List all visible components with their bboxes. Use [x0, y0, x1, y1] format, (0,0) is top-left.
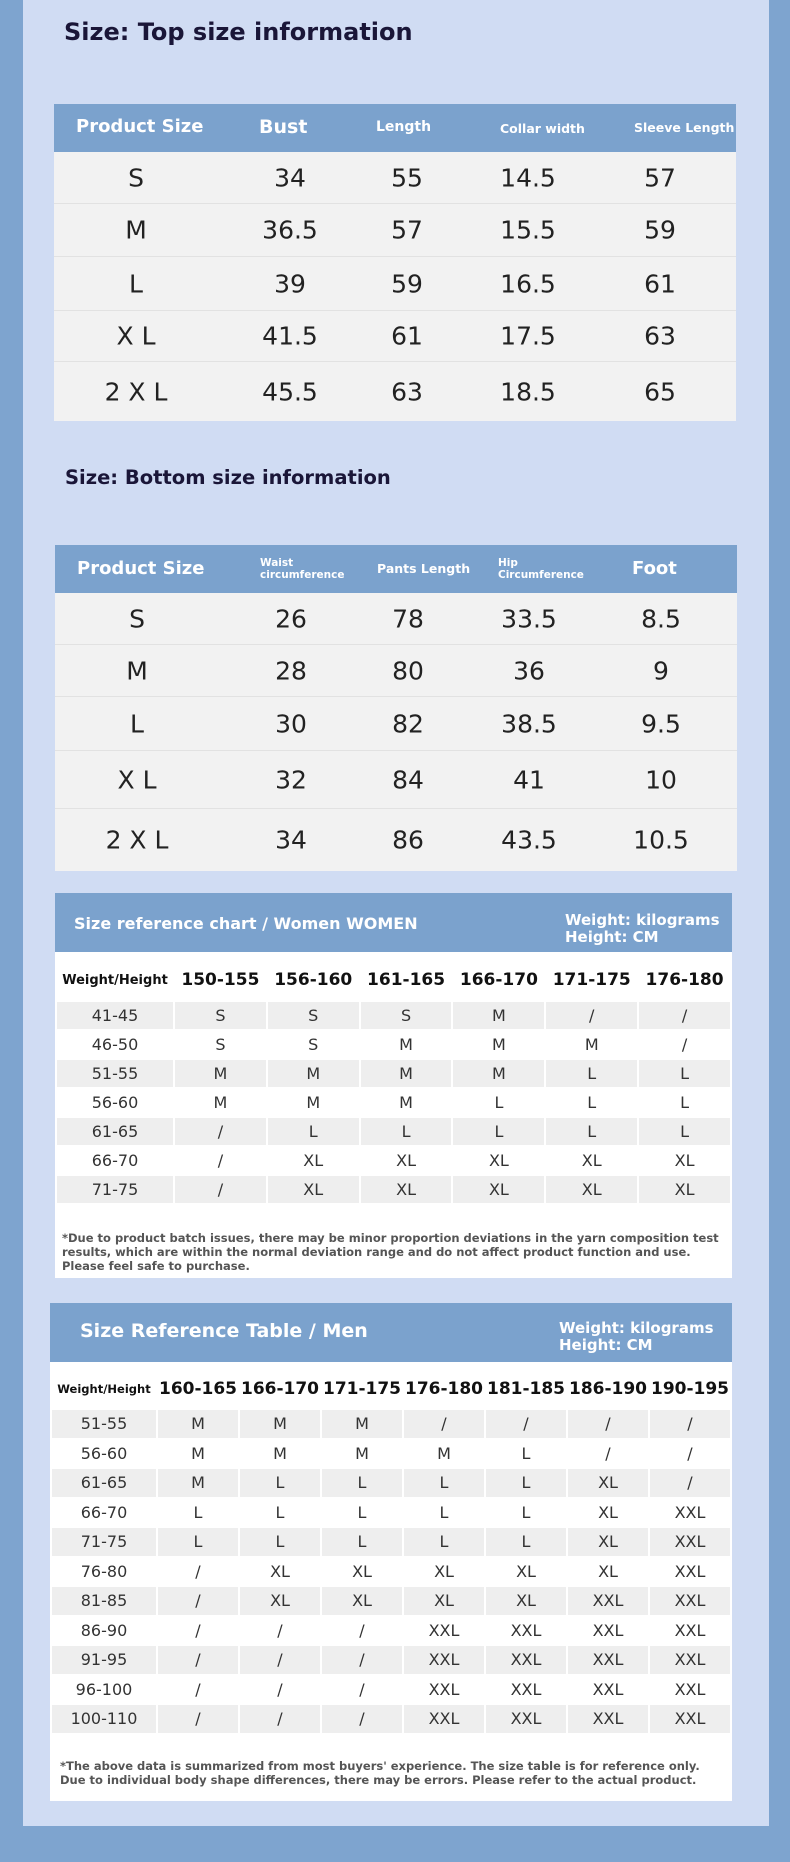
- size-cell: XXL: [568, 1676, 648, 1704]
- size-cell: XXL: [568, 1705, 648, 1733]
- size-cell: XL: [568, 1469, 648, 1497]
- table-row: [52, 1705, 730, 1733]
- measurement-cell: 63: [391, 377, 423, 406]
- height-column-header: 166-170: [453, 960, 544, 1000]
- table-row: [57, 1118, 730, 1145]
- table-row: [52, 1587, 730, 1615]
- size-cell: XL: [361, 1147, 452, 1174]
- size-cell: L: [322, 1499, 402, 1527]
- measurement-cell: 8.5: [641, 604, 681, 633]
- size-cell: M: [361, 1060, 452, 1087]
- weight-range-cell: 41-45: [57, 1002, 173, 1029]
- size-cell: M: [453, 1031, 544, 1058]
- size-cell: L: [486, 1528, 566, 1556]
- women-reference-chart: [55, 893, 732, 1278]
- size-cell: /: [322, 1646, 402, 1674]
- size-cell: M: [158, 1410, 238, 1438]
- size-cell: XXL: [650, 1646, 730, 1674]
- size-cell: L: [158, 1528, 238, 1556]
- weight-range-cell: 61-65: [52, 1469, 156, 1497]
- size-cell: L: [486, 1469, 566, 1497]
- size-cell: XXL: [650, 1705, 730, 1733]
- size-cell: /: [175, 1118, 266, 1145]
- table-row: [57, 1060, 730, 1087]
- height-column-header: 176-180: [404, 1370, 484, 1408]
- size-cell: XL: [240, 1587, 320, 1615]
- bottom-header-product-size: Product Size: [77, 558, 205, 579]
- bottom-header-waist: Waist circumference: [260, 557, 345, 581]
- size-cell: L: [268, 1118, 359, 1145]
- measurement-cell: 36: [513, 656, 545, 685]
- men-reference-chart: [50, 1303, 732, 1801]
- height-column-header: 150-155: [175, 960, 266, 1000]
- size-cell: XL: [322, 1587, 402, 1615]
- measurement-cell: 43.5: [501, 825, 557, 855]
- table-row: [52, 1469, 730, 1497]
- weight-range-cell: 66-70: [57, 1147, 173, 1174]
- size-cell: XL: [404, 1558, 484, 1586]
- measurement-cell: 39: [274, 269, 306, 298]
- size-cell: M: [453, 1060, 544, 1087]
- size-label-cell: M: [125, 215, 147, 245]
- height-column-header: 181-185: [486, 1370, 566, 1408]
- measurement-cell: 16.5: [500, 269, 556, 298]
- measurement-cell: 34: [275, 825, 307, 855]
- size-cell: /: [240, 1646, 320, 1674]
- size-cell: M: [361, 1089, 452, 1116]
- size-cell: M: [361, 1031, 452, 1058]
- size-cell: /: [322, 1617, 402, 1645]
- table-row: [55, 645, 737, 697]
- size-cell: XL: [486, 1587, 566, 1615]
- size-label-cell: X L: [117, 765, 157, 794]
- measurement-cell: 55: [391, 163, 423, 192]
- size-label-cell: S: [128, 163, 144, 192]
- size-cell: /: [486, 1410, 566, 1438]
- measurement-cell: 30: [275, 709, 307, 738]
- height-column-header: 171-175: [322, 1370, 402, 1408]
- table-row: [52, 1440, 730, 1468]
- size-cell: M: [322, 1440, 402, 1468]
- size-cell: /: [175, 1147, 266, 1174]
- size-cell: XL: [568, 1528, 648, 1556]
- bottom-header-pants-length: Pants Length: [377, 561, 471, 576]
- measurement-cell: 32: [275, 765, 307, 794]
- measurement-cell: 57: [391, 215, 423, 245]
- measurement-cell: 10.5: [633, 825, 689, 855]
- measurement-cell: 63: [644, 321, 676, 351]
- size-cell: /: [158, 1705, 238, 1733]
- size-cell: M: [268, 1060, 359, 1087]
- size-cell: /: [650, 1410, 730, 1438]
- table-row: [52, 1646, 730, 1674]
- measurement-cell: 82: [392, 709, 424, 738]
- bottom-size-rows: [55, 593, 737, 871]
- height-column-header: 161-165: [361, 960, 452, 1000]
- size-cell: L: [486, 1440, 566, 1468]
- size-cell: XXL: [486, 1676, 566, 1704]
- size-cell: L: [453, 1089, 544, 1116]
- corner-header: Weight/Height: [52, 1370, 156, 1408]
- size-cell: /: [322, 1705, 402, 1733]
- measurement-cell: 34: [274, 163, 306, 192]
- women-chart-units: [565, 912, 720, 946]
- size-cell: L: [240, 1469, 320, 1497]
- size-cell: XXL: [486, 1646, 566, 1674]
- size-label-cell: X L: [116, 321, 156, 351]
- top-size-table: [54, 104, 736, 421]
- size-cell: /: [639, 1031, 730, 1058]
- weight-range-cell: 86-90: [52, 1617, 156, 1645]
- men-units-weight: Weight: kilograms: [559, 1319, 714, 1337]
- size-cell: L: [546, 1118, 637, 1145]
- size-cell: XL: [639, 1176, 730, 1203]
- size-cell: XXL: [404, 1676, 484, 1704]
- measurement-cell: 33.5: [501, 604, 557, 633]
- table-row: [54, 257, 736, 311]
- size-label-cell: M: [126, 656, 148, 685]
- size-cell: /: [158, 1587, 238, 1615]
- weight-range-cell: 61-65: [57, 1118, 173, 1145]
- measurement-cell: 9: [653, 656, 669, 685]
- size-cell: XXL: [568, 1587, 648, 1615]
- weight-range-cell: 66-70: [52, 1499, 156, 1527]
- table-row: [55, 751, 737, 809]
- size-cell: XL: [546, 1147, 637, 1174]
- measurement-cell: 86: [392, 825, 424, 855]
- weight-range-cell: 71-75: [52, 1528, 156, 1556]
- size-cell: XL: [453, 1176, 544, 1203]
- weight-range-cell: 51-55: [52, 1410, 156, 1438]
- measurement-cell: 80: [392, 656, 424, 685]
- size-label-cell: 2 X L: [105, 825, 169, 855]
- bottom-header-hip: Hip Circumference: [498, 557, 584, 581]
- women-size-grid: [55, 958, 732, 1205]
- measurement-cell: 59: [644, 215, 676, 245]
- table-row: [52, 1410, 730, 1438]
- bottom-header-foot: Foot: [632, 558, 677, 579]
- women-chart-header: [55, 893, 732, 952]
- size-cell: M: [322, 1410, 402, 1438]
- corner-header: Weight/Height: [57, 960, 173, 1000]
- weight-range-cell: 56-60: [57, 1089, 173, 1116]
- women-chart-note: *Due to product batch issues, there may be minor proportion deviations in the yarn composition test results, which are within the normal deviation range and do not affect product function and use. Please feel safe to purchase.: [62, 1231, 719, 1273]
- measurement-cell: 36.5: [262, 215, 318, 245]
- measurement-cell: 78: [392, 604, 424, 633]
- top-header-collar-width: Collar width: [500, 121, 585, 136]
- table-row: [52, 1528, 730, 1556]
- measurement-cell: 65: [644, 377, 676, 406]
- size-cell: XXL: [404, 1705, 484, 1733]
- size-cell: XXL: [568, 1646, 648, 1674]
- men-chart-title: Size Reference Table / Men: [80, 1320, 368, 1342]
- size-cell: /: [568, 1440, 648, 1468]
- table-row: [55, 593, 737, 645]
- measurement-cell: 84: [392, 765, 424, 794]
- size-cell: L: [404, 1528, 484, 1556]
- size-cell: /: [546, 1002, 637, 1029]
- top-size-header: [54, 104, 736, 152]
- weight-range-cell: 76-80: [52, 1558, 156, 1586]
- size-cell: L: [453, 1118, 544, 1145]
- height-column-header: 186-190: [568, 1370, 648, 1408]
- table-row: [54, 204, 736, 257]
- size-cell: /: [158, 1676, 238, 1704]
- table-row: [52, 1676, 730, 1704]
- measurement-cell: 59: [391, 269, 423, 298]
- size-cell: M: [175, 1060, 266, 1087]
- size-cell: L: [639, 1060, 730, 1087]
- size-cell: XL: [268, 1176, 359, 1203]
- weight-range-cell: 91-95: [52, 1646, 156, 1674]
- size-guide-panel: [23, 0, 769, 1826]
- size-cell: XXL: [568, 1617, 648, 1645]
- measurement-cell: 61: [644, 269, 676, 298]
- weight-range-cell: 71-75: [57, 1176, 173, 1203]
- weight-range-cell: 81-85: [52, 1587, 156, 1615]
- size-cell: S: [175, 1031, 266, 1058]
- size-cell: /: [639, 1002, 730, 1029]
- table-row: [57, 1002, 730, 1029]
- size-cell: /: [650, 1440, 730, 1468]
- measurement-cell: 17.5: [500, 321, 556, 351]
- size-cell: S: [268, 1002, 359, 1029]
- size-cell: XXL: [650, 1499, 730, 1527]
- size-cell: XXL: [650, 1587, 730, 1615]
- table-row: [54, 152, 736, 204]
- size-label-cell: 2 X L: [104, 377, 168, 406]
- height-column-header: 166-170: [240, 1370, 320, 1408]
- size-cell: L: [639, 1089, 730, 1116]
- table-row: [55, 809, 737, 871]
- measurement-cell: 9.5: [641, 709, 681, 738]
- height-column-header: 171-175: [546, 960, 637, 1000]
- men-chart-units: [559, 1320, 714, 1354]
- men-chart-header: [50, 1303, 732, 1362]
- women-units-height: Height: CM: [565, 928, 659, 946]
- size-cell: L: [486, 1499, 566, 1527]
- table-row: [55, 697, 737, 751]
- size-cell: XL: [453, 1147, 544, 1174]
- size-cell: /: [650, 1469, 730, 1497]
- size-cell: S: [361, 1002, 452, 1029]
- size-cell: XL: [486, 1558, 566, 1586]
- size-cell: M: [175, 1089, 266, 1116]
- size-label-cell: L: [129, 269, 143, 298]
- women-chart-title: Size reference chart / Women WOMEN: [74, 914, 418, 933]
- size-cell: L: [404, 1469, 484, 1497]
- top-size-title: Size: Top size information: [64, 18, 413, 46]
- size-cell: /: [158, 1617, 238, 1645]
- size-cell: /: [322, 1676, 402, 1704]
- women-units-weight: Weight: kilograms: [565, 911, 720, 929]
- height-column-header: 176-180: [639, 960, 730, 1000]
- size-cell: XXL: [486, 1617, 566, 1645]
- weight-range-cell: 56-60: [52, 1440, 156, 1468]
- size-cell: XXL: [650, 1617, 730, 1645]
- measurement-cell: 41: [513, 765, 545, 794]
- size-cell: L: [322, 1469, 402, 1497]
- size-cell: M: [404, 1440, 484, 1468]
- size-cell: /: [175, 1176, 266, 1203]
- measurement-cell: 18.5: [500, 377, 556, 406]
- size-cell: /: [240, 1676, 320, 1704]
- top-header-sleeve-length: Sleeve Length: [634, 120, 735, 135]
- measurement-cell: 15.5: [500, 215, 556, 245]
- measurement-cell: 26: [275, 604, 307, 633]
- measurement-cell: 14.5: [500, 163, 556, 192]
- size-cell: XXL: [404, 1617, 484, 1645]
- top-header-product-size: Product Size: [76, 116, 204, 137]
- size-cell: M: [546, 1031, 637, 1058]
- measurement-cell: 57: [644, 163, 676, 192]
- size-label-cell: S: [129, 604, 145, 633]
- size-cell: XL: [361, 1176, 452, 1203]
- men-chart-note: *The above data is summarized from most buyers' experience. The size table is for reference only. Due to individual body shape differences, there may be errors. Please refer to the actual product.: [60, 1759, 700, 1787]
- size-cell: L: [546, 1060, 637, 1087]
- table-row: [57, 1089, 730, 1116]
- size-cell: XL: [568, 1499, 648, 1527]
- size-cell: L: [361, 1118, 452, 1145]
- size-cell: XL: [404, 1587, 484, 1615]
- table-row: [57, 1176, 730, 1203]
- size-cell: S: [268, 1031, 359, 1058]
- table-row: [54, 311, 736, 362]
- size-cell: M: [240, 1440, 320, 1468]
- size-cell: XL: [568, 1558, 648, 1586]
- height-column-header: 156-160: [268, 960, 359, 1000]
- size-cell: XXL: [650, 1528, 730, 1556]
- size-cell: XXL: [486, 1705, 566, 1733]
- weight-range-cell: 51-55: [57, 1060, 173, 1087]
- men-units-height: Height: CM: [559, 1336, 653, 1354]
- measurement-cell: 28: [275, 656, 307, 685]
- size-cell: /: [240, 1705, 320, 1733]
- size-cell: /: [240, 1617, 320, 1645]
- size-cell: L: [158, 1499, 238, 1527]
- weight-range-cell: 96-100: [52, 1676, 156, 1704]
- size-cell: M: [240, 1410, 320, 1438]
- size-cell: /: [158, 1558, 238, 1586]
- top-header-length: Length: [376, 119, 432, 135]
- top-header-bust: Bust: [259, 116, 308, 138]
- size-cell: L: [546, 1089, 637, 1116]
- height-column-header: 190-195: [650, 1370, 730, 1408]
- size-cell: XL: [322, 1558, 402, 1586]
- weight-range-cell: 46-50: [57, 1031, 173, 1058]
- men-size-grid: [50, 1368, 732, 1735]
- measurement-cell: 41.5: [262, 321, 318, 351]
- size-cell: XXL: [650, 1676, 730, 1704]
- measurement-cell: 61: [391, 321, 423, 351]
- size-cell: XL: [639, 1147, 730, 1174]
- measurement-cell: 38.5: [501, 709, 557, 738]
- size-label-cell: L: [130, 709, 144, 738]
- table-row: [54, 362, 736, 421]
- table-row: [52, 1617, 730, 1645]
- bottom-size-table: [55, 545, 737, 871]
- size-cell: M: [158, 1469, 238, 1497]
- size-cell: /: [158, 1646, 238, 1674]
- top-size-rows: [54, 152, 736, 421]
- size-cell: L: [404, 1499, 484, 1527]
- height-column-header: 160-165: [158, 1370, 238, 1408]
- size-cell: L: [240, 1528, 320, 1556]
- table-row: [57, 1031, 730, 1058]
- table-row: [57, 1147, 730, 1174]
- weight-range-cell: 100-110: [52, 1705, 156, 1733]
- size-cell: M: [453, 1002, 544, 1029]
- measurement-cell: 10: [645, 765, 677, 794]
- size-cell: S: [175, 1002, 266, 1029]
- size-cell: M: [268, 1089, 359, 1116]
- size-cell: XL: [240, 1558, 320, 1586]
- size-cell: L: [639, 1118, 730, 1145]
- size-cell: M: [158, 1440, 238, 1468]
- size-cell: /: [568, 1410, 648, 1438]
- bottom-size-title: Size: Bottom size information: [65, 466, 391, 489]
- size-cell: XXL: [404, 1646, 484, 1674]
- table-row: [52, 1558, 730, 1586]
- size-cell: XXL: [650, 1558, 730, 1586]
- table-row: [52, 1499, 730, 1527]
- size-cell: L: [240, 1499, 320, 1527]
- size-cell: XL: [268, 1147, 359, 1174]
- size-cell: /: [404, 1410, 484, 1438]
- size-cell: XL: [546, 1176, 637, 1203]
- measurement-cell: 45.5: [262, 377, 318, 406]
- size-cell: L: [322, 1528, 402, 1556]
- bottom-size-header: [55, 545, 737, 593]
